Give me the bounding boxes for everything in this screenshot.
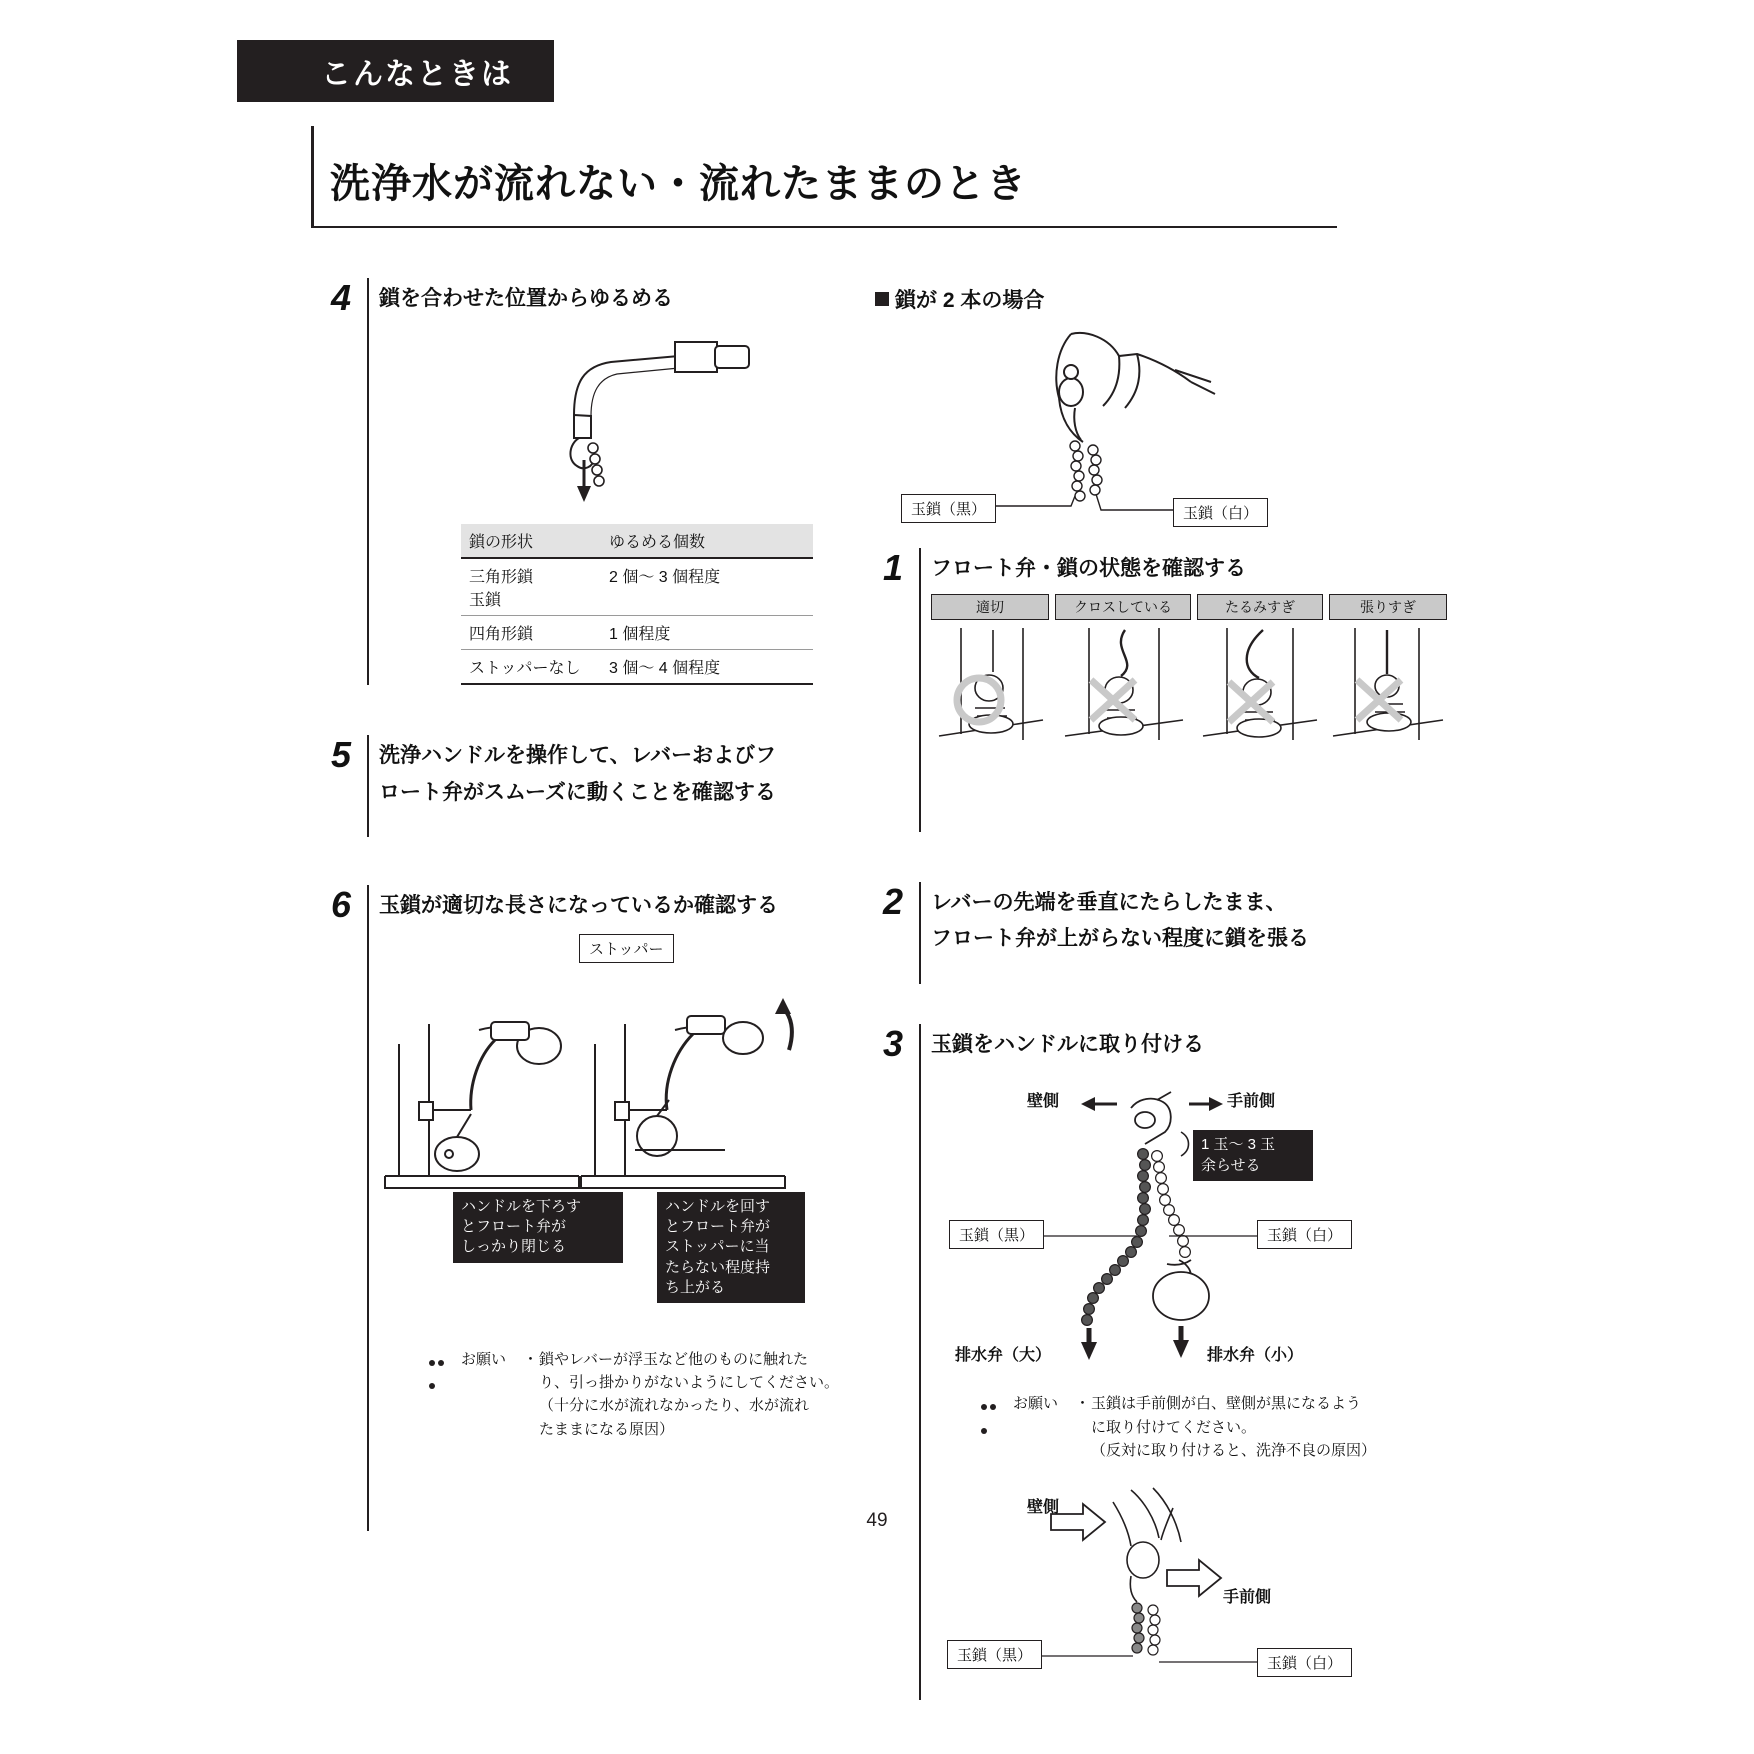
- step-4-figure: [379, 320, 843, 510]
- page-number: 49: [866, 1510, 888, 1531]
- panel-illustration: [931, 624, 1049, 752]
- callout-handle-turn-line-2: とフロート弁が: [665, 1218, 771, 1236]
- slack-callout: [1193, 1130, 1313, 1181]
- condition-panel-crossed: [1055, 594, 1191, 752]
- front-side-label: 手前側: [1227, 1093, 1276, 1111]
- table-cell-shape: ストッパーなし: [461, 650, 601, 685]
- onegai-label: お願い: [461, 1350, 507, 1368]
- panel-label: 適切: [931, 594, 1049, 620]
- table-cell-count: 3 個〜 4 個程度: [601, 650, 813, 685]
- page-title-block: [311, 126, 1337, 228]
- callout-handle-down-line-2: とフロート弁が: [461, 1218, 567, 1236]
- step-4-heading: 鎖を合わせた位置からゆるめる: [379, 287, 673, 310]
- callout-handle-turn-line-5: ち上がる: [665, 1278, 726, 1296]
- step-2-rule: [919, 882, 921, 984]
- panel-label: クロスしている: [1055, 594, 1191, 620]
- callout-handle-turn-line-4: たらない程度持: [665, 1258, 771, 1276]
- callout-handle-turn: [657, 1192, 805, 1303]
- callout-handle-down-line-1: ハンドルを下ろす: [461, 1197, 582, 1215]
- step-1-number: 1: [882, 547, 904, 588]
- note-line-4: たままになる原因）: [539, 1420, 675, 1438]
- drain-small-label: 排水弁（小）: [1207, 1347, 1304, 1365]
- step-5-heading-line-1: 洗浄ハンドルを操作して、レバーおよびフ: [379, 744, 777, 768]
- note-line-2: に取り付けてください。: [1091, 1418, 1257, 1436]
- step-6-note: [429, 1348, 843, 1441]
- drain-large-label: 排水弁（大）: [955, 1347, 1052, 1365]
- page-title: 洗浄水が流れない・流れたままのとき: [330, 162, 1027, 206]
- step-2-heading-line-2: フロート弁が上がらない程度に鎖を張る: [931, 927, 1309, 951]
- step-1-heading: フロート弁・鎖の状態を確認する: [931, 557, 1246, 580]
- chain-black-label: 玉鎖（黒）: [949, 1220, 1044, 1249]
- step-3-rule: [919, 1024, 921, 1700]
- panel-illustration: [1197, 624, 1323, 752]
- callout-handle-turn-line-3: ストッパーに当: [665, 1238, 770, 1256]
- shape-line-1: 三角形鎖: [469, 569, 534, 587]
- slack-line-1: 1 玉〜 3 玉: [1201, 1136, 1276, 1154]
- table-row: [461, 616, 813, 650]
- section-tab: こんなときは: [237, 40, 554, 102]
- onegai-body: [525, 1348, 843, 1441]
- step-4-rule: [367, 278, 369, 685]
- condition-panel-too-slack: [1197, 594, 1323, 752]
- step-2-number: 2: [882, 881, 904, 922]
- panel-illustration: [1055, 624, 1191, 752]
- note-line-1: ・ 鎖やレバーが浮玉など他のものに触れた: [525, 1348, 843, 1371]
- step-3: [875, 1023, 1435, 1700]
- step-2: [875, 881, 1435, 984]
- step-1: [875, 547, 1435, 832]
- table-row: [461, 650, 813, 685]
- onegai-dots-icon: [981, 1394, 1007, 1412]
- table-header-count: ゆるめる個数: [601, 524, 813, 558]
- panel-label: たるみすぎ: [1197, 594, 1323, 620]
- front-side-label: 手前側: [1223, 1589, 1272, 1607]
- manual-page: [237, 8, 1517, 1746]
- wall-side-label: 壁側: [1027, 1499, 1060, 1517]
- step-6-heading: 玉鎖が適切な長さになっているか確認する: [379, 894, 778, 918]
- condition-panel-too-tight: [1329, 594, 1447, 752]
- note-line-3: （反対に取り付けると、洗浄不良の原因）: [1091, 1441, 1377, 1459]
- chain-shape-table: [461, 524, 813, 685]
- section-heading-text: 鎖が 2 本の場合: [895, 289, 1045, 312]
- chain-white-label: 玉鎖（白）: [1173, 498, 1268, 527]
- step-4-number: 4: [330, 277, 352, 318]
- step-5-heading-line-2: ロート弁がスムーズに動くことを確認する: [379, 780, 776, 804]
- step-1-rule: [919, 548, 921, 832]
- slack-line-2: 余らせる: [1201, 1156, 1261, 1174]
- table-cell-count: 2 個〜 3 個程度: [601, 558, 813, 616]
- table-cell-count: 1 個程度: [601, 616, 813, 650]
- note-line-3: （十分に水が流れなかったり、水が流れ: [539, 1397, 810, 1415]
- step-3-heading: 玉鎖をハンドルに取り付ける: [931, 1033, 1204, 1056]
- chain-white-label: 玉鎖（白）: [1257, 1220, 1352, 1249]
- panel-illustration: [1329, 624, 1447, 752]
- step-6-rule: [367, 885, 369, 1531]
- step-3-note: [981, 1392, 1435, 1462]
- left-column: [323, 277, 843, 1531]
- onegai-dots-icon: [429, 1350, 455, 1368]
- note-line-2: り、引っ掛かりがないようにしてください。: [539, 1374, 840, 1392]
- table-header-shape: 鎖の形状: [461, 524, 601, 558]
- callout-handle-down-line-3: しっかり閉じる: [461, 1238, 567, 1256]
- right-column: [875, 284, 1435, 1700]
- condition-panel-proper: [931, 594, 1049, 752]
- step-5-number: 5: [330, 734, 352, 776]
- panel-label: 張りすぎ: [1329, 594, 1447, 620]
- step-6: [323, 884, 843, 1531]
- note-line-1: ・ 玉鎖は手前側が白、壁側が黒になるよう: [1077, 1392, 1435, 1415]
- square-bullet-icon: [875, 292, 889, 306]
- step-6-number: 6: [330, 884, 352, 926]
- section-heading-two-chains: [875, 284, 1435, 314]
- callout-handle-down: [453, 1192, 623, 1263]
- wall-side-label: 壁側: [1027, 1093, 1060, 1111]
- onegai-body: [1077, 1392, 1435, 1462]
- chain-white-label: 玉鎖（白）: [1257, 1648, 1352, 1677]
- step-1-panels: [931, 594, 1435, 752]
- step-3-number: 3: [882, 1023, 904, 1064]
- two-chain-figure: [875, 324, 1435, 554]
- chain-black-label: 玉鎖（黒）: [901, 494, 996, 523]
- step-5: [323, 734, 843, 837]
- shape-line-2: 玉鎖: [469, 592, 502, 610]
- table-header-row: [461, 524, 813, 558]
- step-4: [323, 277, 843, 685]
- callout-handle-turn-line-1: ハンドルを回す: [665, 1197, 771, 1215]
- stopper-label: ストッパー: [579, 934, 674, 963]
- table-cell-shape: 四角形鎖: [461, 616, 601, 650]
- step-6-figure: [379, 930, 843, 1330]
- step-5-rule: [367, 735, 369, 837]
- chain-black-label: 玉鎖（黒）: [947, 1640, 1042, 1669]
- step-2-heading-line-1: レバーの先端を垂直にたらしたまま、: [931, 891, 1287, 914]
- onegai-label: お願い: [1013, 1395, 1059, 1413]
- step-3-figure: [931, 1070, 1435, 1382]
- table-row: [461, 558, 813, 616]
- table-cell-shape: [461, 558, 601, 616]
